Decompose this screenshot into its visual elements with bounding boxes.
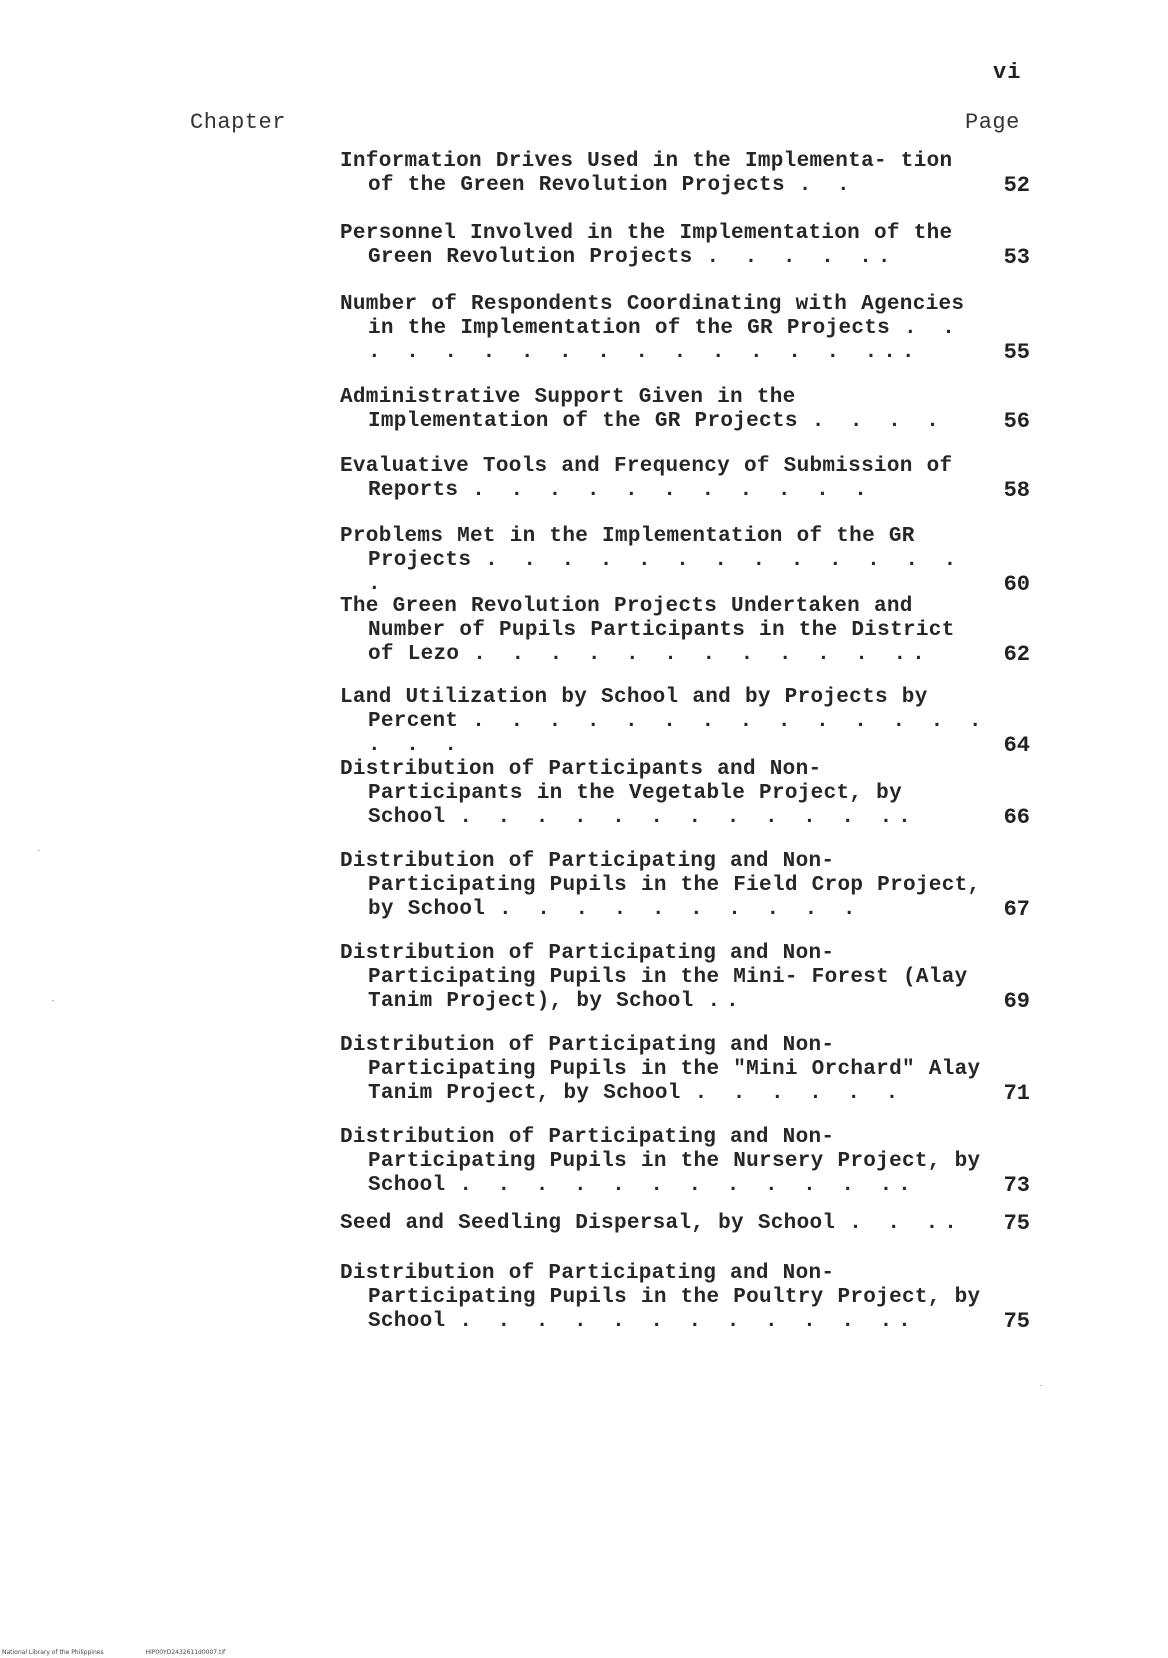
leader-dots: . . . . . . . . . . . .. [473, 643, 931, 666]
leader-dots: . . . . . . . . . . [499, 898, 862, 921]
leader-dots: . . . . . . [694, 1082, 905, 1105]
toc-entry-page: 53 [1003, 245, 1030, 270]
toc-entry-page: 66 [1003, 805, 1030, 830]
toc-entry-page: 58 [1003, 478, 1030, 503]
toc-entry-title: Distribution of Participating and Non- Participating Pupils in the "Mini Orchard" Alay Tanim Project, by School . . . . . . [340, 1034, 981, 1105]
toc-entry-title: The Green Revolution Projects Undertaken and Number of Pupils Participants in the District of Lezo . . . . . . . . . . . .. [340, 595, 955, 666]
toc-entry-title: Distribution of Participating and Non- Participating Pupils in the Nursery Project, by School . . . . . . . . . . . .. [340, 1126, 981, 1197]
scan-speck [1040, 1385, 1042, 1386]
toc-entry [340, 1034, 1030, 1106]
scan-speck [52, 1000, 54, 1001]
toc-entry-page: 64 [1003, 733, 1030, 758]
toc-entry-page: 67 [1003, 897, 1030, 922]
leader-dots: . . [798, 174, 856, 197]
toc-entry-title: Number of Respondents Coordinating with Agencies in the Implementation of the GR Projects . . . . . . . . . . . . . . . ... [340, 293, 965, 364]
toc-entry [340, 942, 1030, 1014]
leader-dots: . . .. [849, 1212, 963, 1235]
leader-dots: . . . . . . . . . . . .. [459, 1310, 917, 1333]
toc-entry [340, 758, 1030, 830]
toc-entry [340, 850, 1030, 922]
leader-dots: .. [707, 990, 745, 1013]
toc-entry-title: Administrative Support Given in the Implementation of the GR Projects . . . . [340, 386, 945, 433]
leader-dots: . . . . . . . . . . . [472, 479, 873, 502]
footer-library: National Library of the Philippines [2, 1649, 104, 1656]
toc-entry-title: Distribution of Participating and Non- Participating Pupils in the Field Crop Project, by School . . . . . . . . . . [340, 850, 981, 921]
toc-entry-title: Evaluative Tools and Frequency of Submission of Reports . . . . . . . . . . . [340, 455, 953, 502]
toc-entry-page: 62 [1003, 642, 1030, 667]
leader-dots: . . . . . . . . . . . .. [459, 806, 917, 829]
toc-entry [340, 1212, 1030, 1236]
toc-entry-title: Distribution of Participants and Non- Participants in the Vegetable Project, by School . . . . . . . . . . . .. [340, 758, 917, 829]
toc-entry [340, 455, 1030, 503]
toc-entry-title: Distribution of Participating and Non- Participating Pupils in the Poultry Project, by School . . . . . . . . . . . .. [340, 1262, 981, 1333]
toc-entry-page: 75 [1003, 1211, 1030, 1236]
toc-entry [340, 1126, 1030, 1198]
toc-entry [340, 293, 1030, 365]
toc-entry-page: 73 [1003, 1173, 1030, 1198]
toc-entry-title: Problems Met in the Implementation of the GR Projects . . . . . . . . . . . . . . [340, 525, 963, 596]
toc-entry [340, 386, 1030, 434]
toc-entry [340, 150, 1030, 198]
toc-entry-title: Land Utilization by School and by Projects by Percent . . . . . . . . . . . . . . . . . [340, 686, 988, 757]
toc-entry-page: 60 [1003, 572, 1030, 597]
leader-dots: . . . . . . . . . . . . . . . . . [368, 710, 988, 757]
toc-entry-page: 52 [1003, 173, 1030, 198]
page-column-header: Page [965, 110, 1020, 135]
toc-entry [340, 525, 1030, 597]
footer-filename: HIP00YD2432611d0007.tif [145, 1649, 226, 1656]
scan-speck [38, 850, 40, 851]
toc-entry-title: Seed and Seedling Dispersal, by School . . .. [340, 1212, 963, 1235]
leader-dots: . . . . . . . . . . . . . . . ... [368, 317, 961, 364]
toc-entry [340, 222, 1030, 270]
leader-dots: . . . . . . . . . . . .. [459, 1174, 917, 1197]
toc-entry [340, 686, 1030, 758]
chapter-column-header: Chapter [190, 110, 286, 135]
page-number: vi [993, 60, 1022, 85]
leader-dots: . . . . .. [706, 246, 897, 269]
scan-footer [2, 1649, 265, 1656]
toc-entry-title: Information Drives Used in the Implementa- tion of the Green Revolution Projects . . [340, 150, 953, 197]
toc-entry-title: Personnel Involved in the Implementation of the Green Revolution Projects . . . . .. [340, 222, 953, 269]
toc-entry-page: 69 [1003, 989, 1030, 1014]
toc-entry-title: Distribution of Participating and Non- Participating Pupils in the Mini- Forest (Alay Tanim Project), by School .. [340, 942, 968, 1013]
toc-entry-page: 75 [1003, 1309, 1030, 1334]
toc-entry-page: 56 [1003, 409, 1030, 434]
toc-entry-page: 55 [1003, 340, 1030, 365]
toc-entry-page: 71 [1003, 1081, 1030, 1106]
leader-dots: . . . . [811, 410, 945, 433]
leader-dots: . . . . . . . . . . . . . . [368, 549, 963, 596]
toc-entry [340, 1262, 1030, 1334]
toc-entry [340, 595, 1030, 667]
